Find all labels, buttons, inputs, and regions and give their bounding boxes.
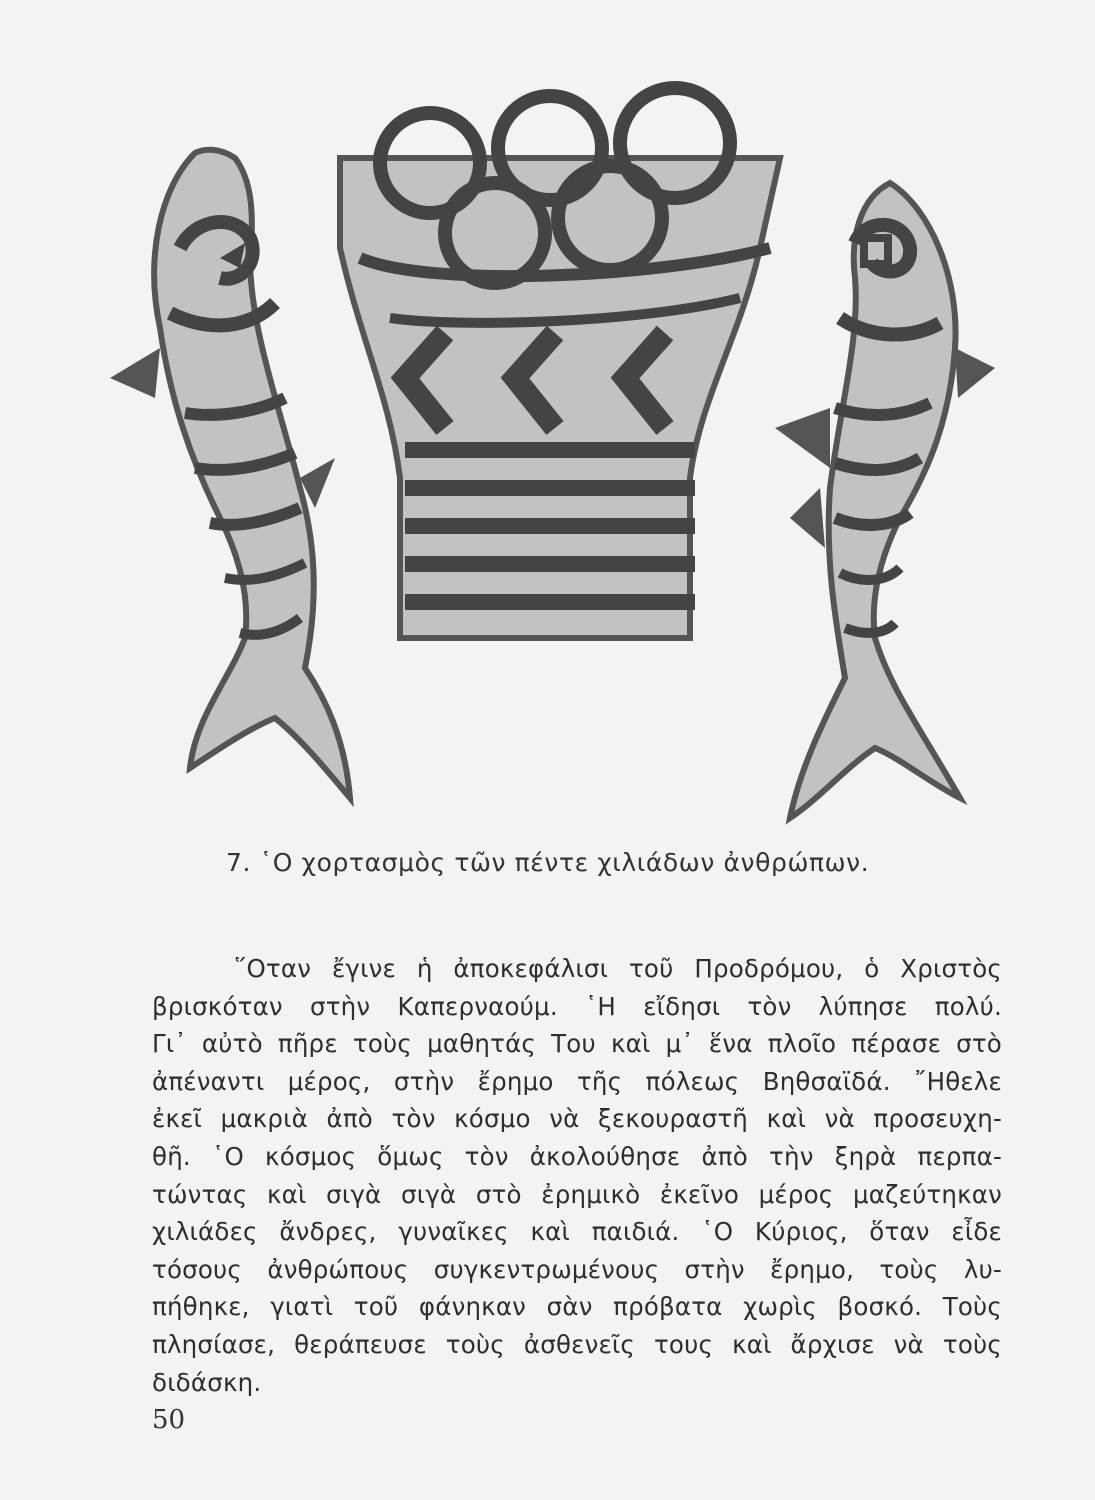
- paragraph-line: διδάσκη.: [152, 1367, 262, 1397]
- paragraph-line: θῆ. ῾Ο κόσμος ὅμως τὸν ἀκολούθησε ἀπὸ τὴν ξηρὰ περπα-: [152, 1141, 1002, 1171]
- right-fish-drawing: [775, 183, 995, 818]
- paragraph-line: ῞Οταν ἔγινε ἡ ἀποκεφάλισι τοῦ Προδρόμου, ὁ Χριστὸς: [234, 954, 1002, 983]
- paragraph-line: ἀπέναντι μέρος, στὴν ἔρημο τῆς πόλεως Βηθσαϊδά. ῎Ηθελε: [152, 1066, 1002, 1096]
- paragraph-line: πήθηκε, γιατὶ τοῦ φάνηκαν σὰν πρόβατα χωρὶς βοσκό. Τοὺς: [152, 1292, 1002, 1322]
- paragraph-line: Γι᾽ αὐτὸ πῆρε τοὺς μαθητάς Του καὶ μ᾽ ἕνα πλοῖο πέρασε στὸ: [152, 1029, 1002, 1059]
- paragraph-line: ἐκεῖ μακριὰ ἀπὸ τὸν κόσμο νὰ ξεκουραστῆ καὶ νὰ προσευχη-: [152, 1104, 1002, 1134]
- left-fish-drawing: [110, 150, 350, 798]
- paragraph-line: βρισκόταν στὴν Καπερναούμ. ῾Η εἴδησι τὸν λύπησε πολύ.: [152, 991, 1002, 1021]
- story-paragraph: [152, 950, 1002, 1401]
- bread-basket-drawing: [340, 88, 780, 638]
- paragraph-line: τόσους ἀνθρώπους συγκεντρωμένους στὴν ἔρημο, τοὺς λυ-: [152, 1254, 1002, 1284]
- figure-caption: 7. ῾Ο χορτασμὸς τῶν πέντε χιλιάδων ἀνθρώπων.: [226, 848, 870, 877]
- paragraph-line: πλησίασε, θεράπευσε τοὺς ἀσθενεῖς τους καὶ ἄρχισε νὰ τοὺς: [152, 1329, 1002, 1359]
- loaves-and-fishes-illustration: [100, 78, 1000, 838]
- paragraph-line: χιλιάδες ἄνδρες, γυναῖκες καὶ παιδιά. ῾Ο Κύριος, ὅταν εἶδε: [152, 1217, 1002, 1247]
- paragraph-line: τώντας καὶ σιγὰ σιγὰ στὸ ἐρημικὸ ἐκεῖνο μέρος μαζεύτηκαν: [152, 1179, 1002, 1209]
- page-number: 50: [152, 1405, 186, 1435]
